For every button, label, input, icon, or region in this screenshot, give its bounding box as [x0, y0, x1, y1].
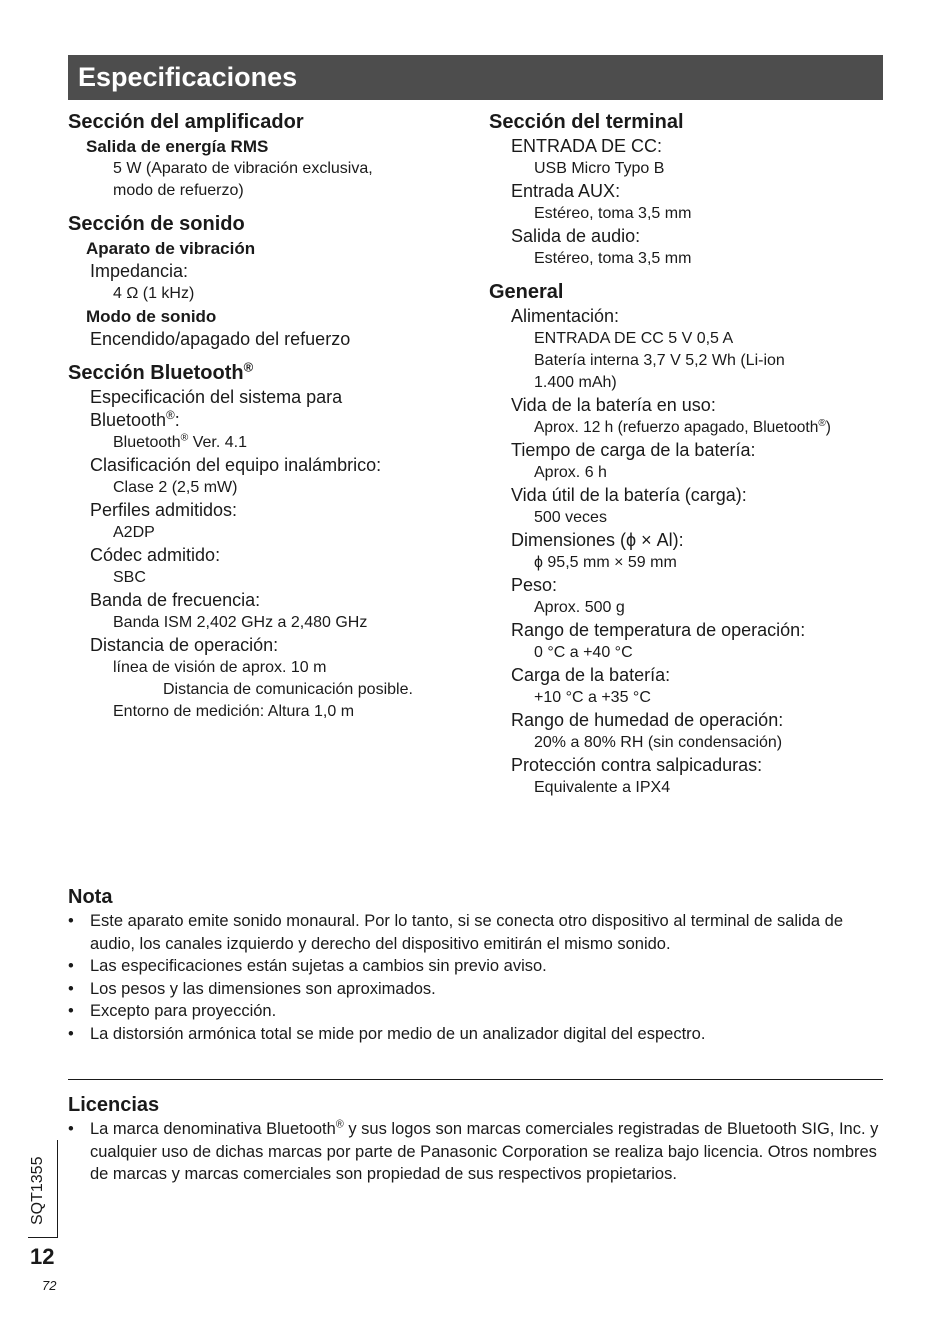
- note-item: • La distorsión armónica total se mide por medio de un analizador digital del espectro.: [68, 1023, 888, 1046]
- splash-protection-value: Equivalente a IPX4: [534, 779, 671, 796]
- weight-value: Aprox. 500 g: [534, 599, 625, 616]
- bt-version-value: [68, 432, 478, 454]
- battery-service-life-label: Vida útil de la batería (carga):: [511, 485, 747, 505]
- battery-charging-label: Carga de la batería:: [511, 665, 671, 685]
- licenses-text-start: La marca denominativa Bluetooth: [90, 1120, 336, 1138]
- note-item: • Las especificaciones están sujetas a cambios sin previo aviso.: [68, 955, 888, 978]
- bt-system-spec-label-1: Especificación del sistema para: [90, 387, 343, 407]
- battery-life-label: Vida de la batería en uso:: [511, 395, 716, 415]
- splash-protection-label: Protección contra salpicaduras:: [511, 755, 763, 775]
- note-title: Nota: [68, 886, 113, 908]
- document-code: SQT1355: [29, 1156, 46, 1225]
- note-item: • Este aparato emite sonido monaural. Por lo tanto, si se conecta otro dispositivo al terminal de salida de audio, los canales izquierdo y derecho del dispositivo emitirán el mismo sonido.: [68, 910, 888, 955]
- dc-input-label: ENTRADA DE CC:: [511, 136, 663, 156]
- licenses-section: [68, 1083, 883, 1186]
- registered-mark: ®: [166, 409, 175, 422]
- colon: :: [174, 410, 180, 430]
- dimensions-label: Dimensiones (ϕ × Al):: [511, 530, 684, 550]
- battery-service-life-value: 500 veces: [534, 509, 607, 526]
- charge-time-label: Tiempo de carga de la batería:: [511, 440, 756, 460]
- registered-mark: ®: [243, 359, 254, 375]
- note-section: [68, 875, 888, 1045]
- impedance-value: 4 Ω (1 kHz): [113, 285, 195, 302]
- codec-value: SBC: [113, 569, 146, 586]
- left-column: [68, 110, 478, 723]
- bt-system-spec-label-2: [68, 409, 478, 432]
- sound-mode-heading: Modo de sonido: [86, 307, 217, 326]
- general-section-title: General: [489, 281, 564, 303]
- dimensions-value: ϕ 95,5 mm × 59 mm: [534, 554, 677, 571]
- charge-time-value: Aprox. 6 h: [534, 464, 607, 481]
- bt-system-spec-label-2-text: Bluetooth: [90, 410, 167, 430]
- licenses-divider: [68, 1079, 883, 1080]
- page-sub-number: 72: [42, 1278, 57, 1293]
- terminal-section-title: Sección del terminal: [489, 111, 684, 133]
- humidity-value: 20% a 80% RH (sin condensación): [534, 734, 783, 751]
- bt-version-number: Ver. 4.1: [188, 434, 247, 451]
- power-supply-label: Alimentación:: [511, 306, 620, 326]
- aux-input-value: Estéreo, toma 3,5 mm: [534, 205, 692, 222]
- operating-distance-value-2: Distancia de comunicación posible.: [163, 681, 413, 698]
- audio-output-value: Estéreo, toma 3,5 mm: [534, 250, 692, 267]
- vibration-device-heading: Aparato de vibración: [86, 239, 256, 258]
- weight-label: Peso:: [511, 575, 558, 595]
- right-column: [489, 110, 889, 799]
- page-number: 12: [30, 1244, 55, 1269]
- power-supply-value-1: ENTRADA DE CC 5 V 0,5 A: [534, 330, 734, 347]
- licenses-item: [68, 1118, 883, 1186]
- amplifier-section-title: Sección del amplificador: [68, 111, 304, 133]
- wireless-class-value: Clase 2 (2,5 mW): [113, 479, 238, 496]
- humidity-label: Rango de humedad de operación:: [511, 710, 784, 730]
- registered-mark: ®: [335, 1118, 344, 1131]
- note-item: • Los pesos y las dimensiones son aproximados.: [68, 978, 888, 1001]
- operating-distance-value-3: Entorno de medición: Altura 1,0 m: [113, 703, 355, 720]
- wireless-class-label: Clasificación del equipo inalámbrico:: [90, 455, 382, 475]
- profiles-value: A2DP: [113, 524, 155, 541]
- licenses-title: Licencias: [68, 1094, 160, 1116]
- bluetooth-section-title: [68, 361, 478, 386]
- sound-mode-value: Encendido/apagado del refuerzo: [90, 329, 351, 349]
- power-supply-value-3: 1.400 mAh): [534, 374, 617, 391]
- operating-temperature-label: Rango de temperatura de operación:: [511, 620, 806, 640]
- frequency-band-label: Banda de frecuencia:: [90, 590, 261, 610]
- battery-charging-value: +10 °C a +35 °C: [534, 689, 651, 706]
- rms-output-value-2: modo de refuerzo): [113, 182, 244, 199]
- dc-input-value: USB Micro Typo B: [534, 160, 665, 177]
- battery-life-value-text: Aprox. 12 h (refuerzo apagado, Bluetooth: [534, 419, 819, 436]
- note-item: • Excepto para proyección.: [68, 1000, 888, 1023]
- audio-output-label: Salida de audio:: [511, 226, 641, 246]
- aux-input-label: Entrada AUX:: [511, 181, 621, 201]
- side-divider: [57, 1140, 58, 1238]
- operating-distance-value-1: línea de visión de aprox. 10 m: [113, 659, 327, 676]
- bluetooth-section-title-text: Sección Bluetooth: [68, 362, 244, 384]
- closing-paren: ): [825, 419, 831, 436]
- page-title: Especificaciones: [68, 55, 883, 100]
- operating-distance-label: Distancia de operación:: [90, 635, 279, 655]
- impedance-label: Impedancia:: [90, 261, 189, 281]
- codec-label: Códec admitido:: [90, 545, 221, 565]
- page-number-divider: [28, 1237, 58, 1238]
- profiles-label: Perfiles admitidos:: [90, 500, 238, 520]
- registered-mark: ®: [180, 432, 189, 444]
- registered-mark: ®: [818, 417, 826, 429]
- rms-output-value-1: 5 W (Aparato de vibración exclusiva,: [113, 160, 373, 177]
- frequency-band-value: Banda ISM 2,402 GHz a 2,480 GHz: [113, 614, 368, 631]
- operating-temperature-value: 0 °C a +40 °C: [534, 644, 633, 661]
- rms-output-heading: Salida de energía RMS: [86, 137, 269, 156]
- licenses-text-rest: y sus logos son marcas comerciales registradas de Bluetooth SIG, Inc. y cualquier uso de dichas marcas por parte de Panasonic Corporation se realiza bajo licencia. Otros nombres de marcas y marcas comerciales son propiedad de sus respectivos propietarios.: [90, 1120, 879, 1183]
- bt-version-brand: Bluetooth: [113, 434, 181, 451]
- battery-life-value: [489, 417, 889, 439]
- sound-section-title: Sección de sonido: [68, 213, 245, 235]
- power-supply-value-2: Batería interna 3,7 V 5,2 Wh (Li-ion: [534, 352, 785, 369]
